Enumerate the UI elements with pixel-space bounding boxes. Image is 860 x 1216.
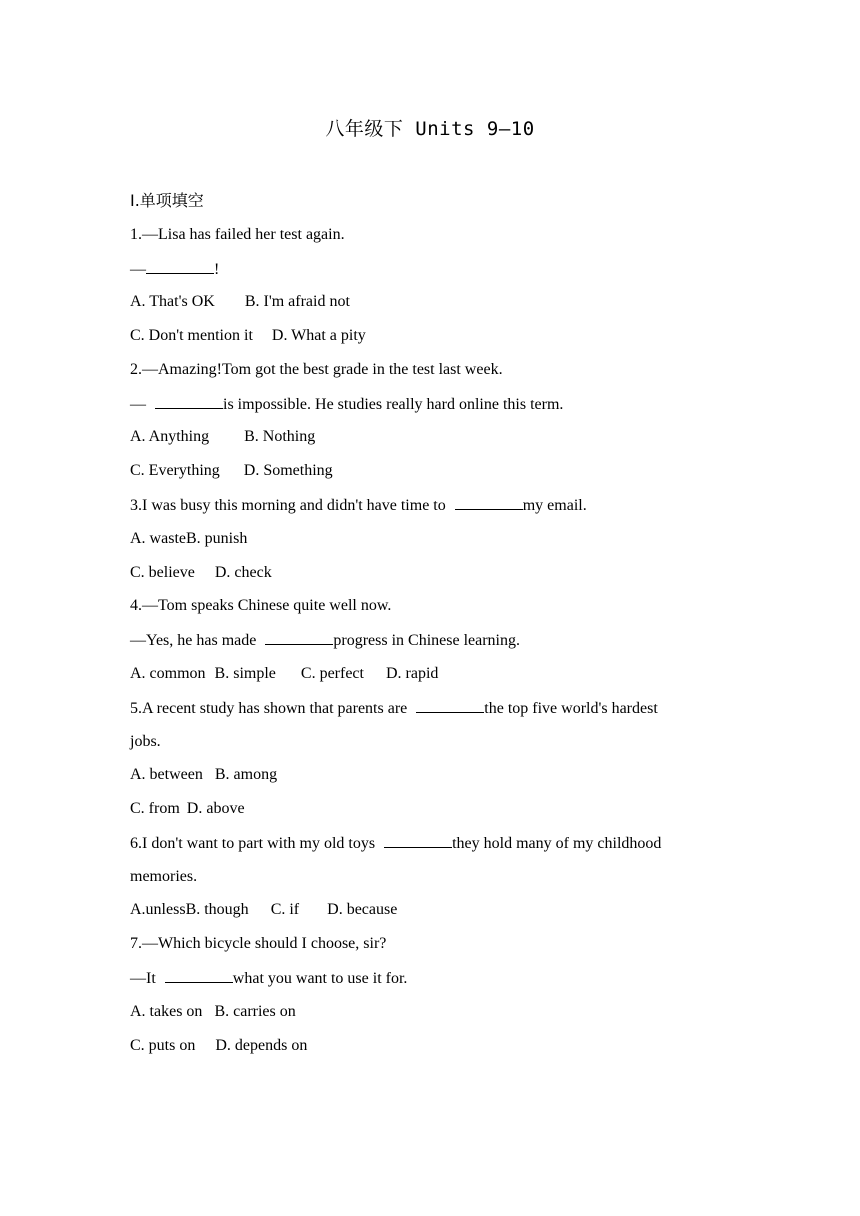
option-b: B. among [214, 766, 278, 783]
question-6-stem [130, 833, 661, 854]
question-1-options-cd [130, 326, 366, 346]
answer-blank [384, 833, 452, 848]
question-4-options [130, 664, 438, 684]
answer-blank [455, 495, 523, 510]
question-5-stem [130, 698, 658, 719]
response-suffix: progress in Chinese learning. [333, 632, 520, 649]
option-b: B. Nothing [244, 428, 316, 445]
question-5-stem-cont: jobs. [130, 733, 161, 750]
question-4-stem: 4.—Tom speaks Chinese quite well now. [130, 597, 392, 614]
question-5-options-cd [130, 799, 245, 819]
question-2-options-cd [130, 461, 333, 481]
option-a: A. between [130, 766, 203, 783]
answer-blank [416, 698, 484, 713]
page-title: 八年级下 Units 9—10 [325, 118, 535, 140]
stem-suffix: they hold many of my childhood [452, 835, 662, 852]
option-d: D. rapid [385, 665, 439, 682]
option-a: A. common [130, 665, 206, 682]
question-3-stem [130, 495, 587, 516]
option-b: B. punish [185, 530, 248, 547]
question-2-options-ab [130, 427, 315, 447]
stem-prefix: 5.A recent study has shown that parents are [130, 700, 408, 717]
answer-blank [146, 259, 214, 274]
option-b: B. carries on [214, 1003, 296, 1020]
option-c: C. Everything [130, 462, 220, 479]
option-c: C. believe [130, 564, 195, 581]
option-d: D. because [327, 901, 398, 918]
option-d: D. What a pity [271, 327, 366, 344]
response-prefix: —It [130, 970, 156, 987]
option-b: B. I'm afraid not [244, 293, 350, 310]
stem-suffix: my email. [522, 497, 587, 514]
question-6-options [130, 900, 397, 920]
answer-blank [165, 968, 233, 983]
option-d: D. above [186, 800, 245, 817]
response-prefix: —Yes, he has made [130, 632, 257, 649]
question-6-stem-cont: memories. [130, 868, 198, 885]
response-suffix: ! [214, 261, 220, 278]
option-c: C. Don't mention it [130, 327, 253, 344]
option-a: A.unless [130, 901, 186, 918]
question-5-options-ab [130, 765, 277, 785]
option-a: A. takes on [130, 1003, 203, 1020]
option-a: A. Anything [130, 428, 210, 445]
question-7-stem: 7.—Which bicycle should I choose, sir? [130, 935, 387, 952]
question-1-stem: 1.—Lisa has failed her test again. [130, 226, 345, 243]
option-d: D. depends on [215, 1037, 308, 1054]
option-a: A. That's OK [130, 293, 215, 310]
stem-prefix: 3.I was busy this morning and didn't have time to [130, 497, 446, 514]
option-b: B. though [185, 901, 249, 918]
option-c: C. perfect [300, 665, 364, 682]
response-prefix: — [130, 261, 146, 278]
answer-blank [265, 630, 333, 645]
question-3-options-cd [130, 563, 272, 583]
answer-blank [155, 394, 223, 409]
question-4-response [130, 630, 520, 651]
response-suffix: is impossible. He studies really hard online this term. [223, 396, 564, 413]
question-7-options-cd [130, 1036, 307, 1056]
section-heading: Ⅰ.单项填空 [130, 191, 204, 210]
stem-suffix: the top five world's hardest [484, 700, 658, 717]
option-d: D. Something [243, 462, 333, 479]
option-d: D. check [214, 564, 272, 581]
stem-prefix: 6.I don't want to part with my old toys [130, 835, 376, 852]
question-2-stem: 2.—Amazing!Tom got the best grade in the test last week. [130, 361, 503, 378]
option-c: C. from [130, 800, 180, 817]
question-1-response [130, 259, 219, 280]
option-b: B. simple [214, 665, 276, 682]
response-suffix: what you want to use it for. [232, 970, 408, 987]
option-c: C. if [270, 901, 300, 918]
question-7-options-ab [130, 1002, 296, 1022]
option-a: A. waste [130, 530, 186, 547]
question-7-response [130, 968, 407, 989]
option-c: C. puts on [130, 1037, 196, 1054]
response-prefix: — [130, 396, 146, 413]
question-2-response [130, 394, 563, 415]
question-3-options-ab [130, 529, 247, 549]
question-1-options-ab [130, 292, 350, 312]
